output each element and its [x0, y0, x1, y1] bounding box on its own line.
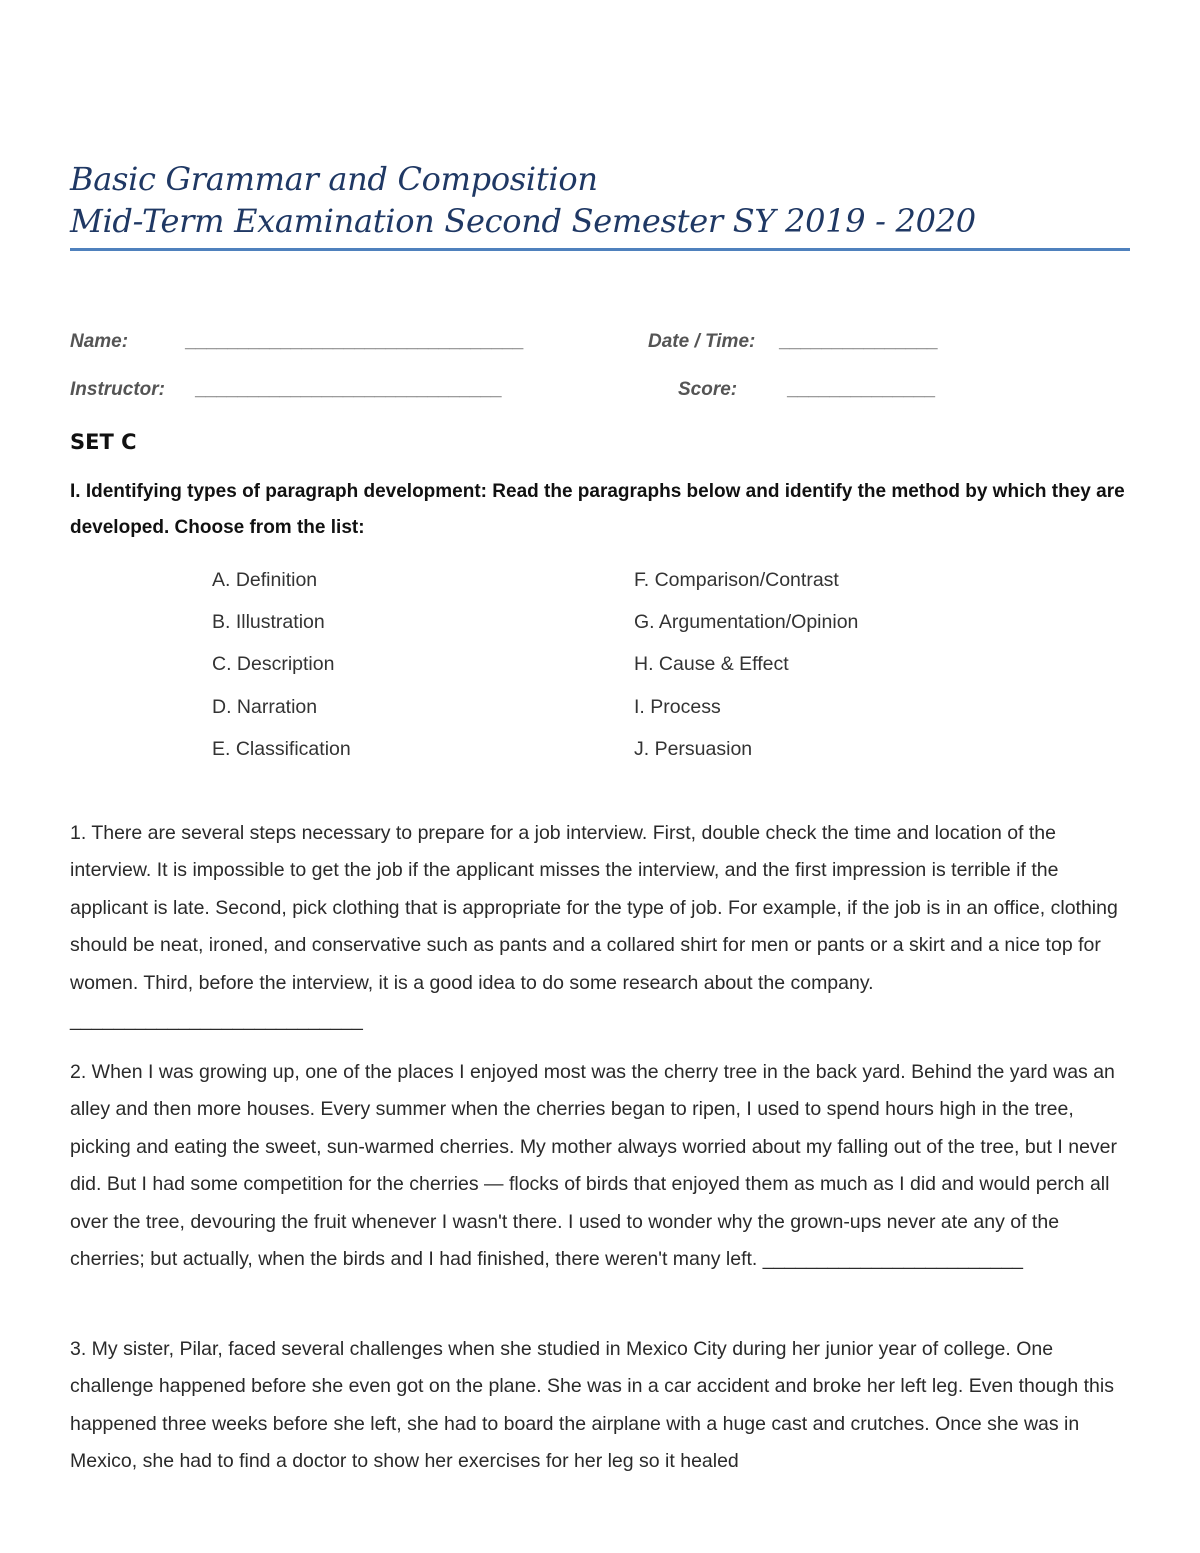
question-3: 3. My sister, Pilar, faced several challenges when she studied in Mexico City during her junior year of college. One challenge happened before she even got on the plane. She was in a car accident and broke her left leg. Even though this happened three weeks before she left, she had to board the airplane with a huge cast and crutches. Once she was in Mexico, she had to find a doctor to show her exercises for her leg so it healed — [70, 1338, 1114, 1473]
choice-item: G. Argumentation/Opinion — [634, 611, 859, 633]
choice-item: I. Process — [634, 696, 721, 718]
date-time-label: Date / Time: — [648, 331, 756, 352]
choice-item: D. Narration — [212, 696, 318, 718]
choice-item: F. Comparison/Contrast — [634, 569, 839, 591]
name-field[interactable]: ________________________________ — [186, 331, 525, 352]
exam-title — [70, 158, 976, 242]
set-label: SET C — [70, 430, 137, 454]
score-field[interactable]: ______________ — [788, 379, 936, 400]
instructor-label: Instructor: — [70, 379, 165, 400]
exam-subtitle: Mid-Term Examination Second Semester SY 2019 - 2020 — [70, 202, 976, 240]
section-instructions: I. Identifying types of paragraph development: Read the paragraphs below and identify the method by which they are developed. Choose from the list: — [70, 481, 1125, 538]
choice-item: B. Illustration — [212, 611, 325, 633]
question-2: 2. When I was growing up, one of the places I enjoyed most was the cherry tree in the back yard. Behind the yard was an alley and then more houses. Every summer when the cherries began to ripen, I used to spend hours high in the tree, picking and eating the sweet, sun-warmed cherries. My mother always worried about my falling out of the tree, but I never did. But I had some competition for the cherries — flocks of birds that enjoyed them as much as I did and would perch all over the tree, devouring the fruit whenever I wasn't there. I used to wonder why the grown-ups never ate any of the cherries; but actually, when the birds and I had finished, there weren't many left. ________________________ — [70, 1061, 1118, 1271]
choice-item: J. Persuasion — [634, 738, 753, 760]
question-1: 1. There are several steps necessary to prepare for a job interview. First, double check the time and location of the interview. It is impossible to get the job if the applicant misses the interview, and the first impression is terrible if the applicant is late. Second, pick clothing that is appropriate for the type of job. For example, if the job is in an office, clothing should be neat, ironed, and conservative such as pants and a collared shirt for men or pants or a skirt and a nice top for women. Third, before the interview, it is a good idea to do some research about the company. ___________________________ — [70, 822, 1118, 1032]
instructor-field[interactable]: _____________________________ — [196, 379, 503, 400]
title-divider — [70, 248, 1130, 251]
course-title: Basic Grammar and Composition — [70, 160, 598, 198]
choice-item: E. Classification — [212, 738, 351, 760]
score-label: Score: — [678, 379, 738, 400]
name-label: Name: — [70, 331, 129, 352]
date-time-field[interactable]: _______________ — [780, 331, 939, 352]
choice-item: A. Definition — [212, 569, 318, 591]
choice-item: H. Cause & Effect — [634, 653, 789, 675]
choice-item: C. Description — [212, 653, 335, 675]
